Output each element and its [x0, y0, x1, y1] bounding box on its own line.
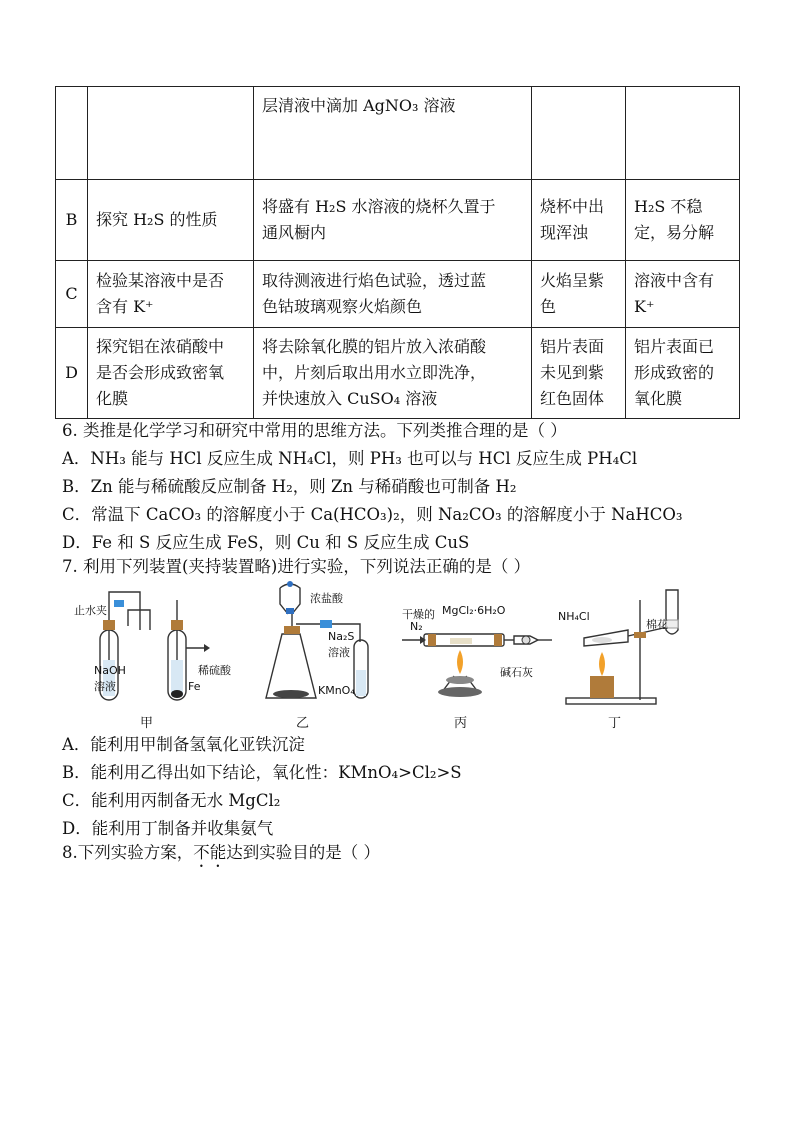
caption-yi: 乙: [296, 716, 310, 731]
label-na2s: Na₂S: [328, 630, 355, 643]
cell-line: 化膜: [96, 389, 129, 408]
question-6-option-a: A．NH₃ 能与 HCl 反应生成 NH₄Cl，则 PH₃ 也可以与 HCl 反应生成 PH₄Cl: [62, 449, 638, 468]
table-cell-conclusion: [626, 87, 740, 180]
label-na2s-solution: 溶液: [328, 646, 350, 659]
cell-line: K⁺: [634, 297, 655, 316]
label-cotton: 棉花: [646, 618, 668, 631]
cell-line: 溶液中含有: [634, 271, 715, 290]
table-cell-purpose: [88, 328, 254, 419]
cell-line: 中，片刻后取出用水立即洗净，: [262, 363, 487, 382]
table-cell-letter: [56, 87, 88, 180]
cell-line: 色: [540, 297, 557, 316]
cell-line: 色钴玻璃观察火焰颜色: [262, 297, 423, 316]
table-cell-conclusion: [626, 328, 740, 419]
table-cell-purpose: [88, 87, 254, 180]
label-kmno4: KMnO₄: [318, 684, 355, 697]
cell-line: 未见到紫: [540, 363, 605, 382]
cell-line: 现浑浊: [540, 223, 589, 242]
cell-line: 将盛有 H₂S 水溶液的烧杯久置于: [262, 197, 496, 216]
label-dry: 干燥的: [402, 608, 435, 621]
table-cell-operation: [254, 87, 532, 180]
table-cell-purpose: [88, 180, 254, 261]
question-8-prefix: 8.下列实验方案，: [62, 843, 194, 862]
question-7-stem: 7. 利用下列装置(夹持装置略)进行实验，下列说法正确的是（ ）: [62, 557, 531, 576]
table-cell-operation: [254, 328, 532, 419]
table-cell-phenomenon: [532, 87, 626, 180]
cell-line: 形成致密的: [634, 363, 715, 382]
cell-line: 并快速放入 CuSO₄ 溶液: [262, 389, 438, 408]
table-row: [56, 87, 740, 180]
table-cell-letter: C: [56, 261, 88, 328]
table-cell-phenomenon: [532, 180, 626, 261]
label-soda-lime: 碱石灰: [500, 666, 533, 679]
cell-line: 铝片表面已: [634, 337, 715, 356]
label-conc-hcl: 浓盐酸: [310, 592, 343, 605]
label-dilute-sulfuric: 稀硫酸: [198, 664, 231, 677]
question-7-option-a: A．能利用甲制备氢氧化亚铁沉淀: [62, 735, 305, 754]
label-n2: N₂: [410, 620, 423, 633]
question-6-stem: 6. 类推是化学学习和研究中常用的思维方法。下列类推合理的是（ ）: [62, 421, 567, 440]
apparatus-figures: [74, 580, 720, 731]
cell-line: 是否会形成致密氧: [96, 363, 225, 382]
table-cell-conclusion: [626, 261, 740, 328]
table-cell-conclusion: [626, 180, 740, 261]
caption-bing: 丙: [454, 716, 468, 731]
question-6-option-c: C．常温下 CaCO₃ 的溶解度小于 Ca(HCO₃)₂，则 Na₂CO₃ 的溶解度小于 NaHCO₃: [62, 505, 683, 524]
cell-line: 烧杯中出: [540, 197, 605, 216]
question-6-option-b: B．Zn 能与稀硫酸反应制备 H₂，则 Zn 与稀硝酸也可制备 H₂: [62, 477, 517, 496]
question-6-option-d: D．Fe 和 S 反应生成 FeS，则 Cu 和 S 反应生成 CuS: [62, 533, 470, 552]
label-nh4cl: NH₄Cl: [558, 610, 590, 623]
label-stopcock: 止水夹: [74, 604, 107, 617]
table-row: [56, 180, 740, 261]
question-8-emphasis: 不能: [193, 843, 227, 862]
caption-jia: 甲: [140, 716, 154, 731]
cell-line: 定，易分解: [634, 223, 715, 242]
cell-line: 铝片表面: [540, 337, 605, 356]
cell-line: 火焰呈紫: [540, 271, 605, 290]
table-row: [56, 261, 740, 328]
experiment-table-body: [56, 87, 740, 419]
label-naoh: NaOH: [94, 664, 126, 677]
question-8-stem: [62, 842, 380, 871]
cell-line: 层清液中滴加 AgNO₃ 溶液: [262, 96, 456, 115]
apparatus-ding-figure: [560, 580, 690, 710]
table-cell-letter: D: [56, 328, 88, 419]
table-cell-operation: [254, 180, 532, 261]
question-8-suffix: 达到实验目的是（ ）: [226, 843, 380, 862]
cell-line: 取待测液进行焰色试验，透过蓝: [262, 271, 487, 290]
table-cell-letter: B: [56, 180, 88, 261]
cell-line: 探究 H₂S 的性质: [96, 210, 218, 229]
table-cell-phenomenon: [532, 328, 626, 419]
label-naoh-solution: 溶液: [94, 680, 116, 693]
apparatus-bing-figure: [402, 580, 562, 710]
table-cell-operation: [254, 261, 532, 328]
table-row: [56, 328, 740, 419]
cell-line: 通风橱内: [262, 223, 327, 242]
cell-line: 氧化膜: [634, 389, 683, 408]
cell-line: 探究铝在浓硝酸中: [96, 337, 225, 356]
label-fe: Fe: [188, 680, 201, 693]
experiment-table: [55, 86, 740, 419]
cell-line: H₂S 不稳: [634, 197, 703, 216]
question-7-option-b: B．能利用乙得出如下结论，氧化性：KMnO₄>Cl₂>S: [62, 763, 462, 782]
cell-line: 将去除氧化膜的铝片放入浓硝酸: [262, 337, 487, 356]
table-cell-phenomenon: [532, 261, 626, 328]
question-7-option-d: D．能利用丁制备并收集氨气: [62, 819, 274, 838]
label-mgcl2: MgCl₂·6H₂O: [442, 604, 506, 617]
question-7-option-c: C．能利用丙制备无水 MgCl₂: [62, 791, 281, 810]
caption-ding: 丁: [608, 716, 622, 731]
table-cell-purpose: [88, 261, 254, 328]
cell-line: 红色固体: [540, 389, 605, 408]
cell-line: 含有 K⁺: [96, 297, 154, 316]
cell-line: 检验某溶液中是否: [96, 271, 225, 290]
